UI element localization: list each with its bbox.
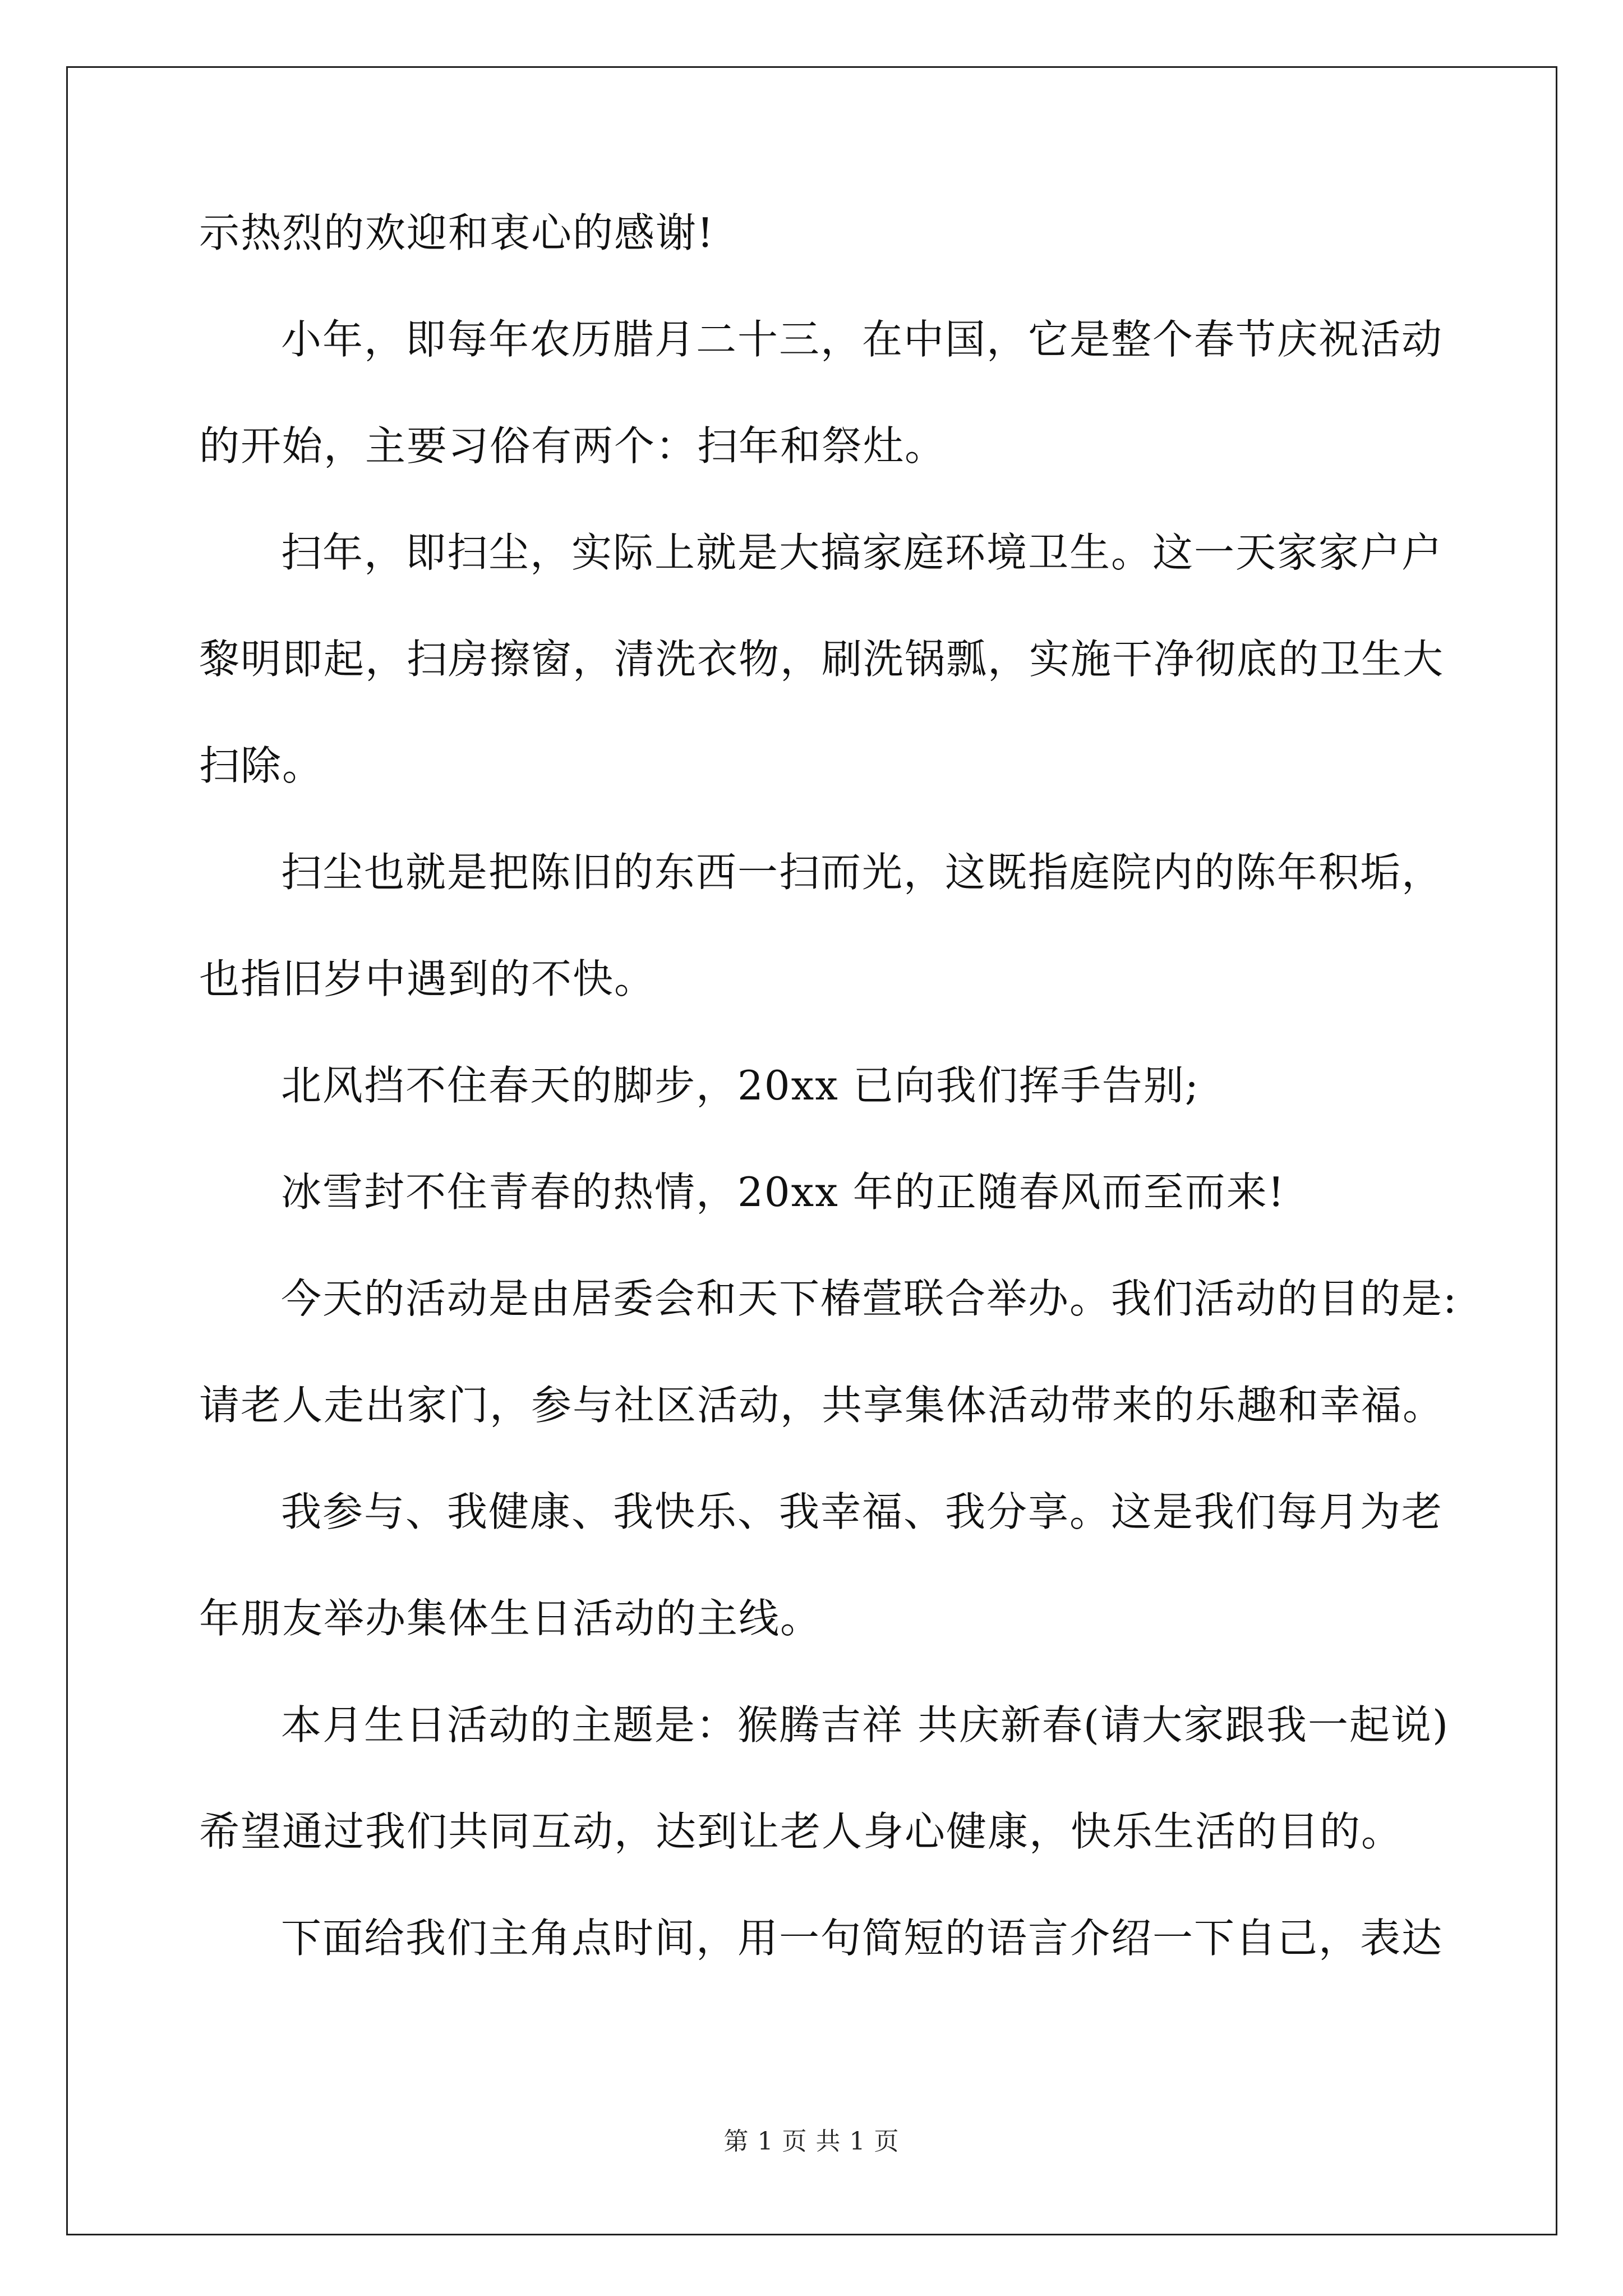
text-line: 今天的活动是由居委会和天下椿萱联合举办。我们活动的目的是:	[281, 1275, 1458, 1322]
text-line: 北风挡不住春天的脚步，20xx 已向我们挥手告别;	[281, 1062, 1200, 1109]
text-line: 本月生日活动的主题是：猴腾吉祥 共庆新春(请大家跟我一起说)	[281, 1701, 1450, 1749]
text-line: 希望通过我们共同互动，达到让老人身心健康，快乐生活的目的。	[199, 1808, 1403, 1855]
text-line: 也指旧岁中遇到的不快。	[199, 955, 656, 1002]
page-border	[66, 66, 1557, 2235]
text-line: 扫尘也就是把陈旧的东西一扫而光，这既指庭院内的陈年积垢，	[281, 849, 1444, 896]
text-line: 请老人走出家门，参与社区活动，共享集体活动带来的乐趣和幸福。	[199, 1382, 1445, 1429]
text-line: 扫年，即扫尘，实际上就是大搞家庭环境卫生。这一天家家户户	[281, 529, 1444, 576]
text-line: 示热烈的欢迎和衷心的感谢!	[199, 209, 714, 256]
text-line: 冰雪封不住青春的热情，20xx 年的正随春风而至而来!	[281, 1168, 1285, 1216]
text-line: 下面给我们主角点时间，用一句简短的语言介绍一下自己，表达	[281, 1915, 1444, 1962]
page-footer: 第 1 页 共 1 页	[723, 2127, 900, 2156]
text-line: 年朋友举办集体生日活动的主线。	[199, 1595, 822, 1642]
text-line: 小年，即每年农历腊月二十三，在中国，它是整个春节庆祝活动	[281, 316, 1444, 363]
text-line: 黎明即起，扫房擦窗，清洗衣物，刷洗锅瓢，实施干净彻底的卫生大	[199, 636, 1445, 683]
text-line: 的开始，主要习俗有两个：扫年和祭灶。	[199, 422, 947, 470]
text-line: 扫除。	[199, 742, 324, 789]
text-line: 我参与、我健康、我快乐、我幸福、我分享。这是我们每月为老	[281, 1488, 1444, 1535]
